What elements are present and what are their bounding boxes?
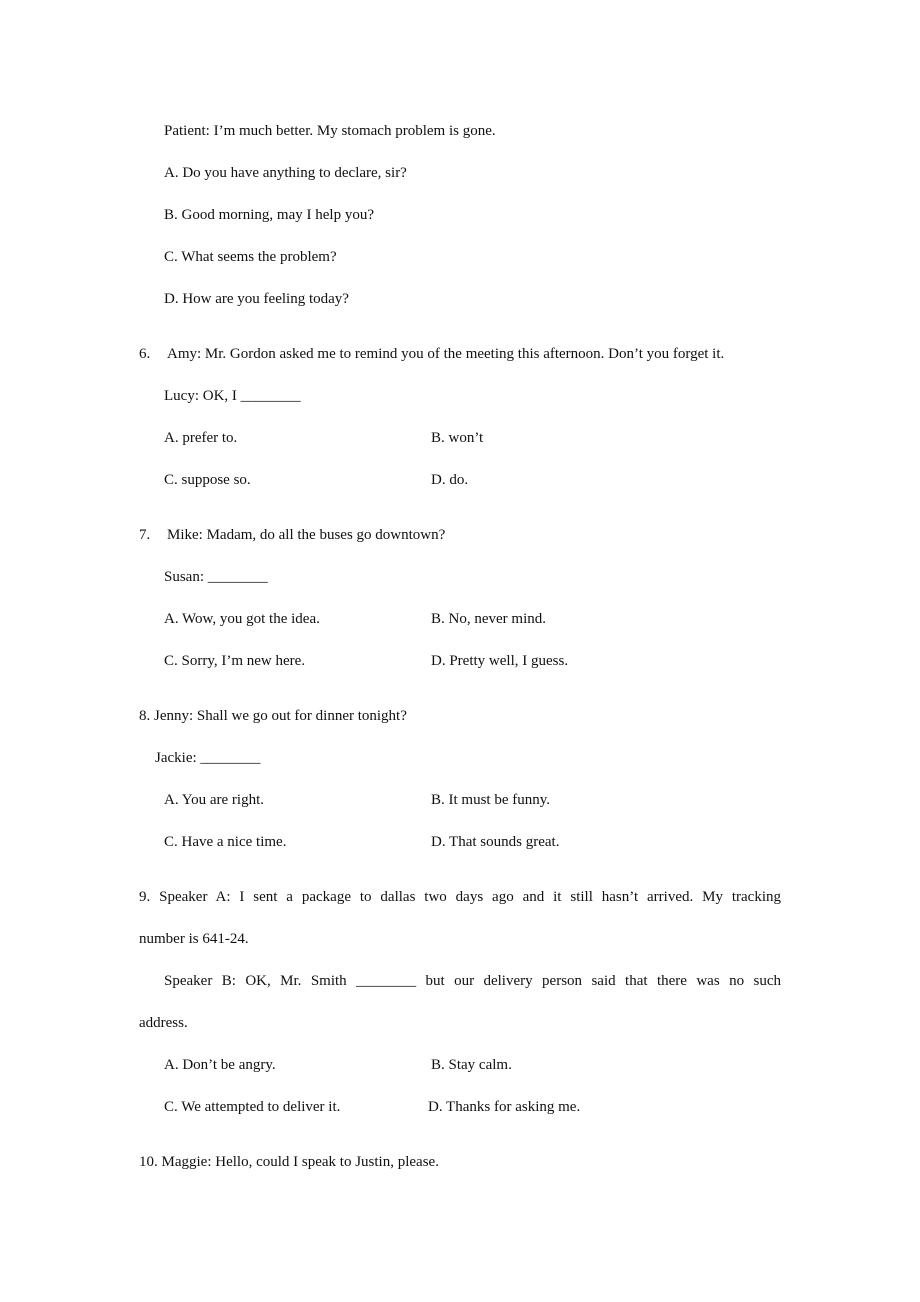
q9-prompt-line1: 9. Speaker A: I sent a package to dallas two days ago and it still hasn’t arrived. My tracking (139, 889, 781, 905)
q9-reply-line2: address. (139, 1015, 188, 1031)
q7-option-a: A. Wow, you got the idea. (164, 611, 320, 627)
q7-option-d: D. Pretty well, I guess. (431, 653, 569, 669)
q7-prompt: Mike: Madam, do all the buses go downtown? (167, 527, 446, 543)
q7-option-c: C. Sorry, I’m new here. (164, 653, 306, 669)
q6-number: 6. (139, 346, 151, 362)
q8-option-c: C. Have a nice time. (164, 834, 287, 850)
q10-prompt: 10. Maggie: Hello, could I speak to Justin, please. (139, 1154, 439, 1170)
q6-option-d: D. do. (431, 472, 469, 488)
q9-option-d: D. Thanks for asking me. (428, 1099, 581, 1115)
q8-option-d: D. That sounds great. (431, 834, 560, 850)
q7-reply: Susan: ________ (164, 569, 268, 585)
q8-prompt: 8. Jenny: Shall we go out for dinner tonight? (139, 708, 407, 724)
q5-patient-line: Patient: I’m much better. My stomach problem is gone. (164, 123, 496, 139)
q6-prompt: Amy: Mr. Gordon asked me to remind you of the meeting this afternoon. Don’t you forget it. (167, 346, 725, 362)
q9-reply-line1: Speaker B: OK, Mr. Smith ________ but our delivery person said that there was no such (164, 973, 781, 989)
q9-option-c: C. We attempted to deliver it. (164, 1099, 341, 1115)
q5-option-d: D. How are you feeling today? (164, 291, 349, 307)
q9-option-a: A. Don’t be angry. (164, 1057, 276, 1073)
q8-reply: Jackie: ________ (155, 750, 261, 766)
q6-prompt-line (139, 344, 724, 364)
q6-option-c: C. suppose so. (164, 472, 251, 488)
q7-option-b: B. No, never mind. (431, 611, 546, 627)
q9-option-b: B. Stay calm. (431, 1057, 512, 1073)
q5-option-b: B. Good morning, may I help you? (164, 207, 374, 223)
q8-option-b: B. It must be funny. (431, 792, 551, 808)
q7-prompt-line (139, 525, 445, 545)
q6-option-a: A. prefer to. (164, 430, 238, 446)
q5-option-a: A. Do you have anything to declare, sir? (164, 165, 407, 181)
q6-reply: Lucy: OK, I ________ (164, 388, 301, 404)
q9-prompt-line2: number is 641-24. (139, 931, 249, 947)
q8-option-a: A. You are right. (164, 792, 264, 808)
q7-number: 7. (139, 527, 151, 543)
q5-option-c: C. What seems the problem? (164, 249, 337, 265)
q6-option-b: B. won’t (431, 430, 484, 446)
